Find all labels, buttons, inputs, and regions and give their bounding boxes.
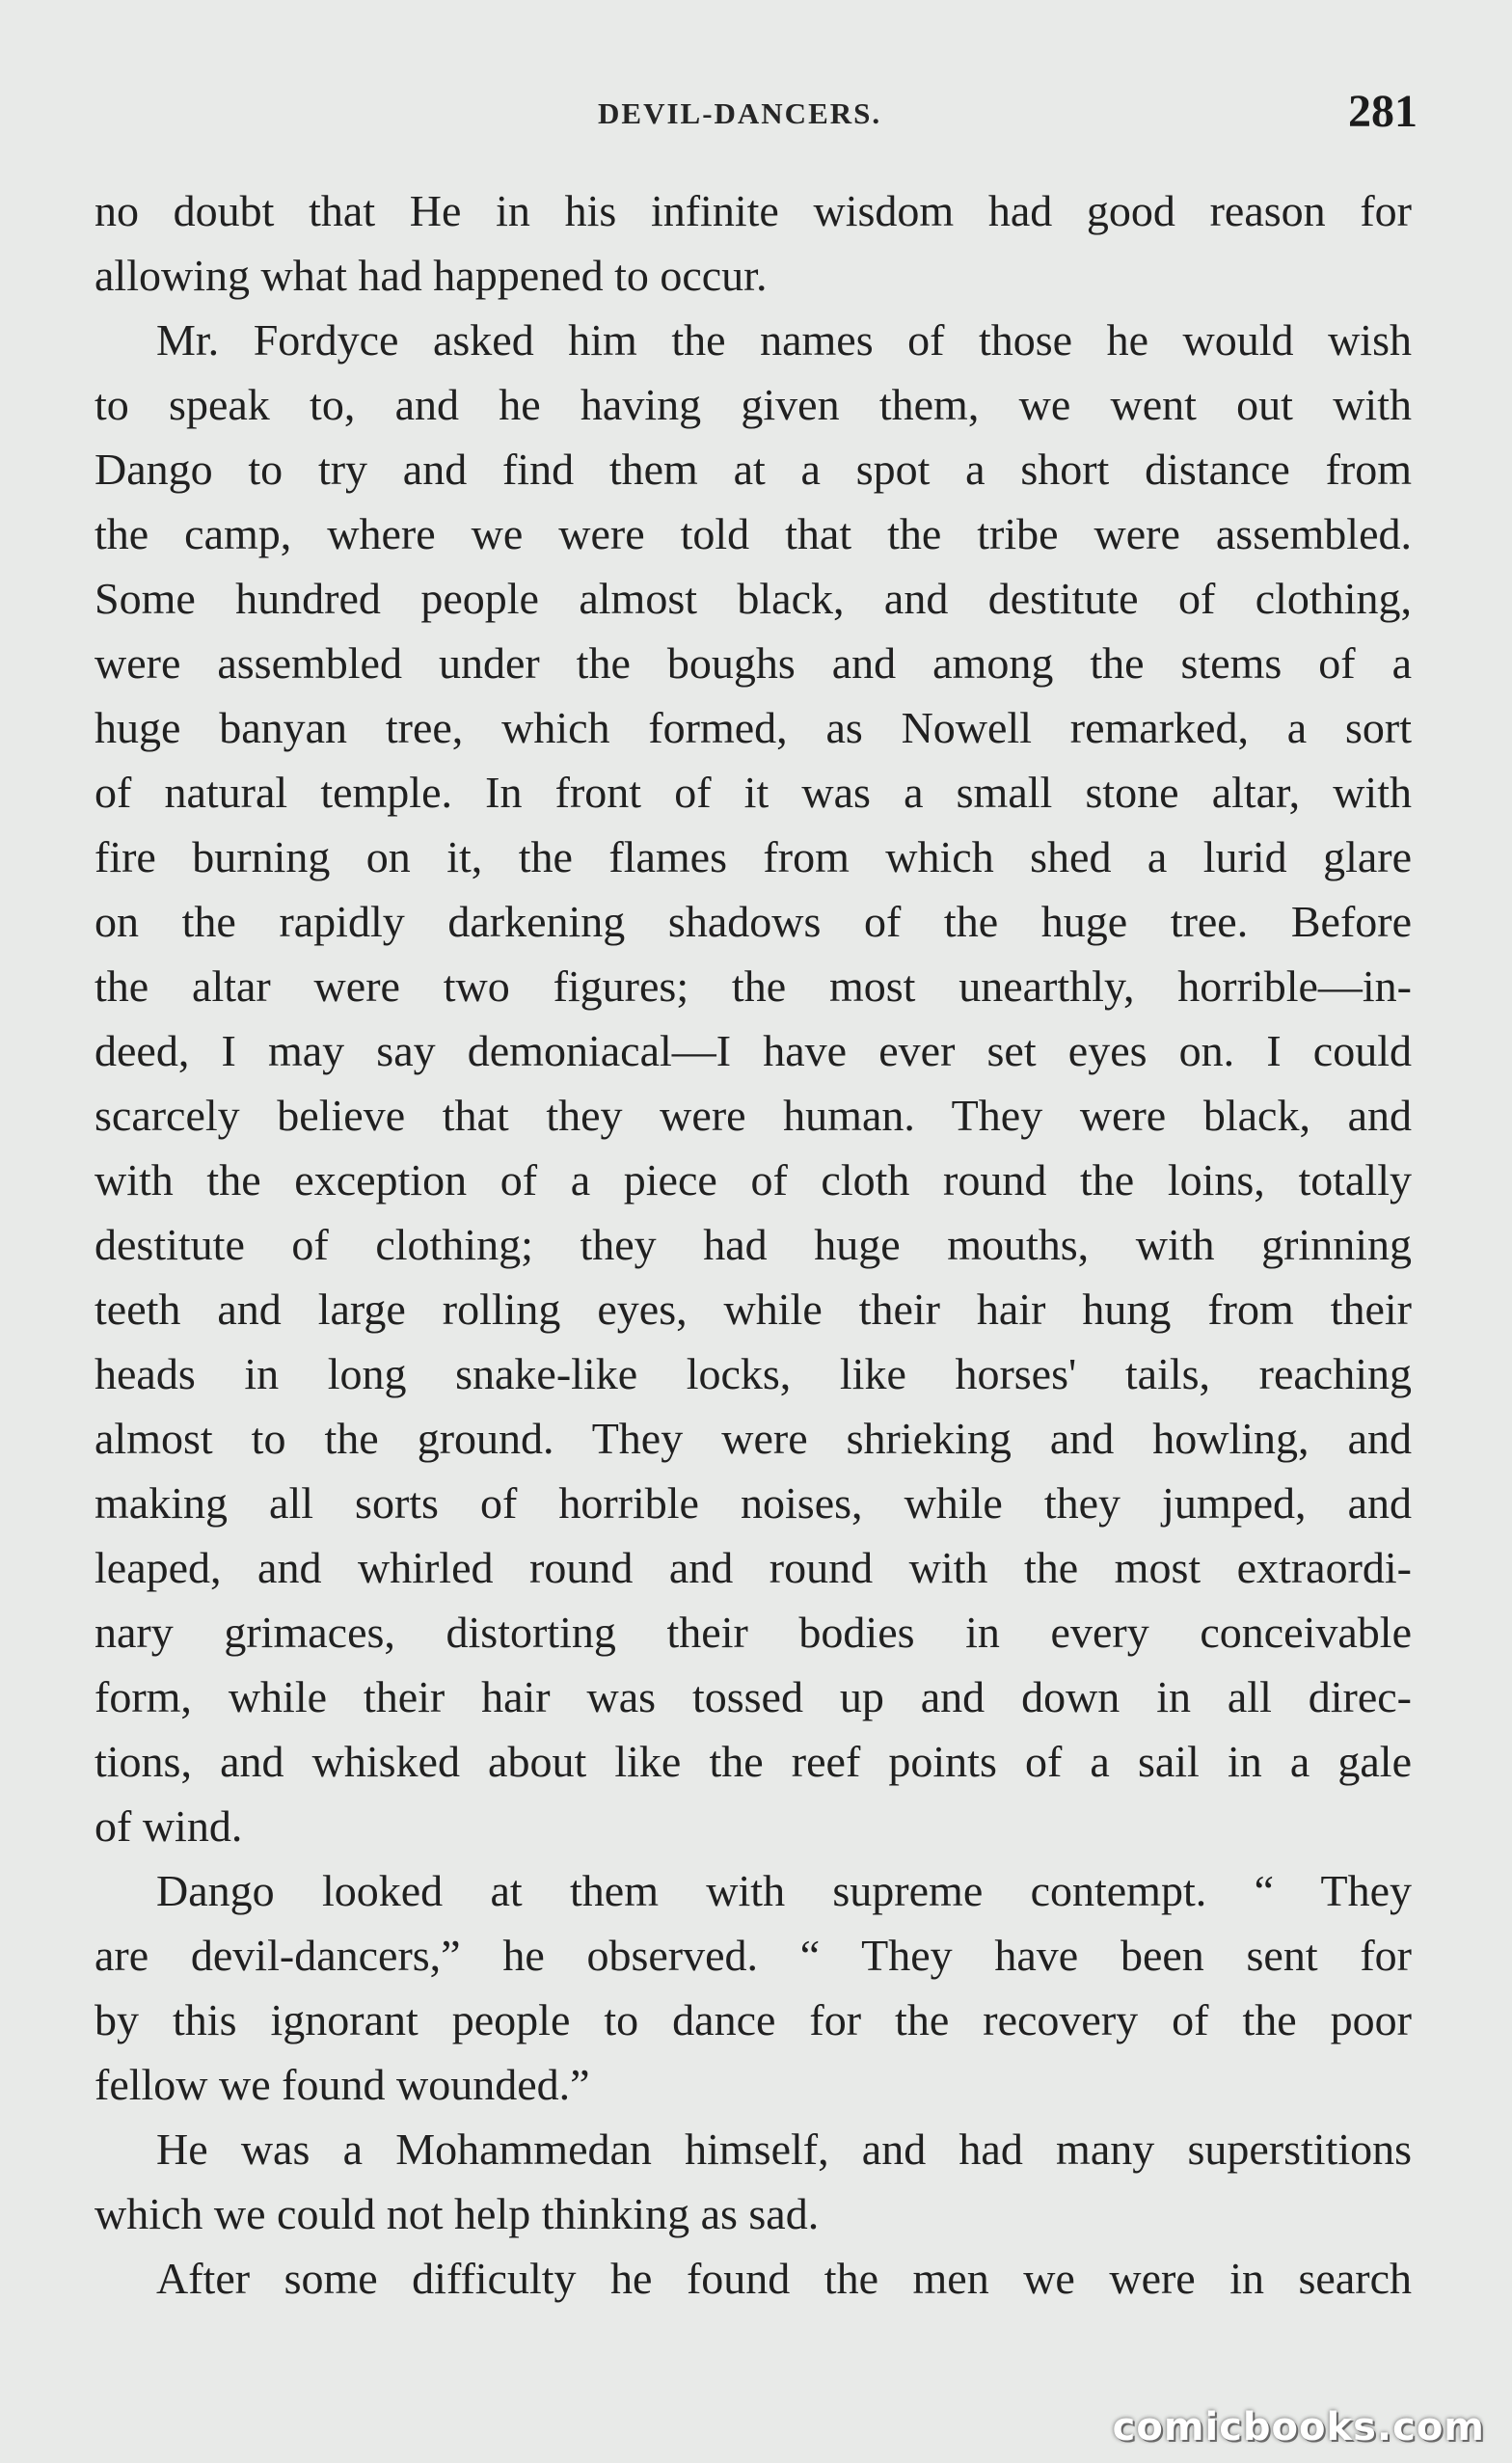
text-line: allowing what had happened to occur. bbox=[94, 251, 768, 300]
text-line: tions, and whisked about like the reef points of a sail in a gale bbox=[94, 1737, 1412, 1786]
text-line: huge banyan tree, which formed, as Nowell remarked, a sort bbox=[94, 703, 1412, 752]
text-line: were assembled under the boughs and among the stems of a bbox=[94, 638, 1412, 688]
text-line: deed, I may say demoniacal—I have ever set eyes on. I could bbox=[94, 1026, 1412, 1075]
body-text bbox=[94, 178, 1412, 2311]
text-line: teeth and large rolling eyes, while their hair hung from their bbox=[94, 1285, 1412, 1334]
text-line: scarcely believe that they were human. They were black, and bbox=[94, 1091, 1412, 1140]
running-head bbox=[96, 85, 1418, 143]
text-line: destitute of clothing; they had huge mouths, with grinning bbox=[94, 1220, 1412, 1269]
text-line: Some hundred people almost black, and destitute of clothing, bbox=[94, 574, 1412, 623]
chapter-title: DEVIL-DANCERS. bbox=[598, 96, 882, 130]
text-line: the altar were two figures; the most unearthly, horrible—in- bbox=[94, 961, 1412, 1011]
text-line: Dango looked at them with supreme contempt. “ They bbox=[156, 1866, 1412, 1915]
text-line: He was a Mohammedan himself, and had many superstitions bbox=[156, 2125, 1412, 2174]
text-line: almost to the ground. They were shrieking and howling, and bbox=[94, 1414, 1412, 1463]
text-line: nary grimaces, distorting their bodies in every conceivable bbox=[94, 1608, 1412, 1657]
text-line: making all sorts of horrible noises, while they jumped, and bbox=[94, 1478, 1412, 1528]
watermark: comicbooks.com bbox=[1112, 2405, 1485, 2449]
text-line: no doubt that He in his infinite wisdom had good reason for bbox=[94, 186, 1412, 235]
text-line: which we could not help thinking as sad. bbox=[94, 2189, 820, 2238]
text-line: leaped, and whirled round and round with the most extraordi- bbox=[94, 1543, 1412, 1592]
text-line: form, while their hair was tossed up and down in all direc- bbox=[94, 1672, 1412, 1721]
text-line: fellow we found wounded.” bbox=[94, 2060, 590, 2109]
text-line: After some difficulty he found the men we were in search bbox=[156, 2254, 1412, 2303]
text-line: of wind. bbox=[94, 1801, 243, 1851]
text-line: of natural temple. In front of it was a small stone altar, with bbox=[94, 768, 1412, 817]
text-line: Dango to try and find them at a spot a short distance from bbox=[94, 445, 1412, 494]
text-line: fire burning on it, the flames from which shed a lurid glare bbox=[94, 832, 1412, 881]
text-line: to speak to, and he having given them, we went out with bbox=[94, 380, 1412, 429]
text-line: on the rapidly darkening shadows of the huge tree. Before bbox=[94, 897, 1412, 946]
text-line: by this ignorant people to dance for the recovery of the poor bbox=[94, 1995, 1412, 2044]
text-line: Mr. Fordyce asked him the names of those he would wish bbox=[156, 315, 1412, 365]
page-number: 281 bbox=[1348, 86, 1418, 137]
text-line: with the exception of a piece of cloth round the loins, totally bbox=[94, 1155, 1412, 1204]
text-line: heads in long snake-like locks, like horses' tails, reaching bbox=[94, 1349, 1412, 1398]
text-line: the camp, where we were told that the tribe were assembled. bbox=[94, 509, 1412, 558]
text-line: are devil-dancers,” he observed. “ They have been sent for bbox=[94, 1931, 1412, 1980]
